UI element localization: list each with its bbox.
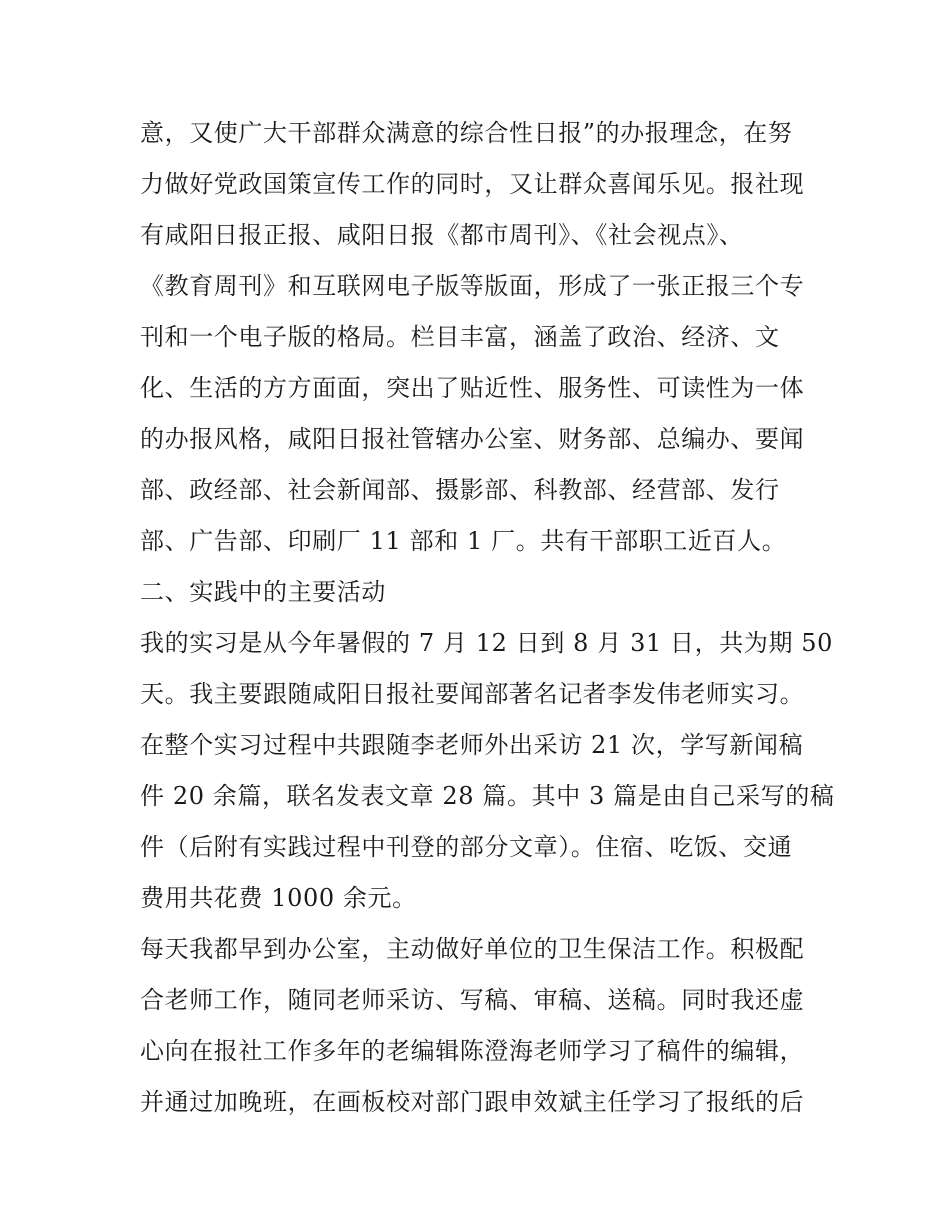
text-line: 意，又使广大干部群众满意的综合性日报”的办报理念，在努	[140, 119, 793, 147]
body-text	[140, 108, 835, 1128]
text-line: 的办报风格，咸阳日报社管辖办公室、财务部、总编办、要闻	[140, 425, 805, 453]
text-line: 力做好党政国策宣传工作的同时，又让群众喜闻乐见。报社现	[140, 170, 805, 198]
text-line: 天。我主要跟随咸阳日报社要闻部著名记者李发伟老师实习。	[140, 680, 805, 708]
text-line: 每天我都早到办公室，主动做好单位的卫生保洁工作。积极配	[140, 935, 805, 963]
text-line: 有咸阳日报正报、咸阳日报《都市周刊》、《社会视点》、	[140, 221, 744, 249]
text-line: 部、政经部、社会新闻部、摄影部、科教部、经营部、发行	[140, 476, 780, 504]
text-line: 在整个实习过程中共跟随李老师外出采访 21 次，学写新闻稿	[140, 731, 804, 759]
text-line: 并通过加晚班，在画板校对部门跟申效斌主任学习了报纸的后	[140, 1088, 805, 1116]
text-line: 心向在报社工作多年的老编辑陈澄海老师学习了稿件的编辑，	[140, 1037, 805, 1065]
text-line: 刊和一个电子版的格局。栏目丰富，涵盖了政治、经济、文	[140, 323, 780, 351]
section-heading: 二、实践中的主要活动	[140, 578, 386, 606]
text-line: 件 20 余篇，联名发表文章 28 篇。其中 3 篇是由自己采写的稿	[140, 782, 835, 810]
text-line: 件（后附有实践过程中刊登的部分文章）。住宿、吃饭、交通	[140, 833, 793, 861]
text-line: 我的实习是从今年暑假的 7 月 12 日到 8 月 31 日，共为期 50	[140, 629, 834, 657]
text-line: 费用共花费 1000 余元。	[140, 884, 417, 912]
text-line: 化、生活的方方面面，突出了贴近性、服务性、可读性为一体	[140, 374, 805, 402]
text-line: 合老师工作，随同老师采访、写稿、审稿、送稿。同时我还虚	[140, 986, 805, 1014]
text-line: 《教育周刊》和互联网电子版等版面，形成了一张正报三个专	[140, 272, 805, 300]
text-line: 部、广告部、印刷厂 11 部和 1 厂。共有干部职工近百人。	[140, 527, 787, 555]
